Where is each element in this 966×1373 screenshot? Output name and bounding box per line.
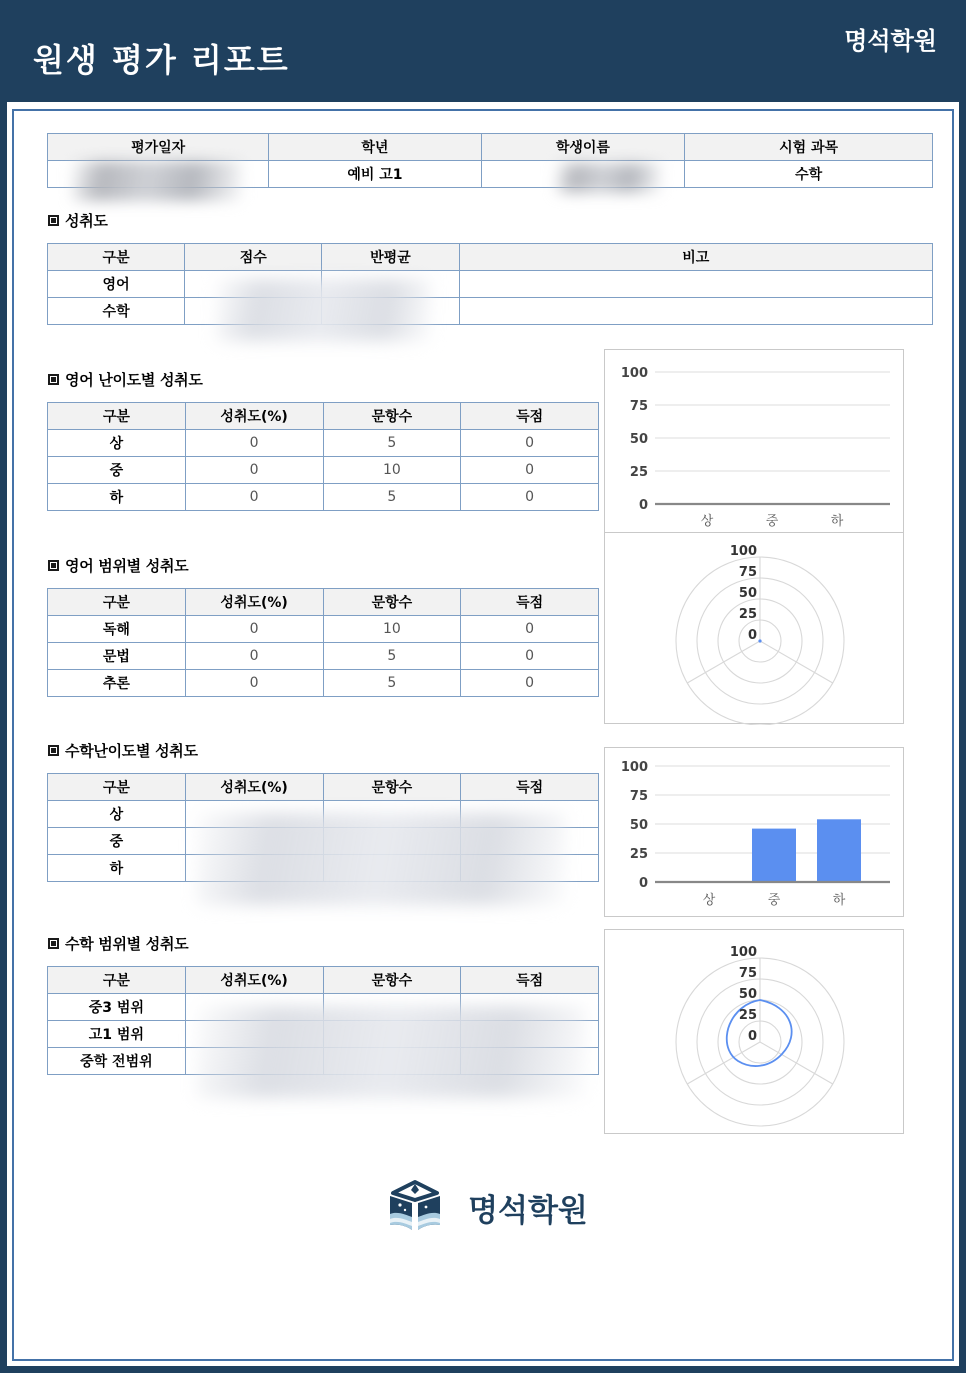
section-title-english-scope [48,555,604,576]
cell-score: 0 [461,616,599,643]
col-division: 구분 [48,774,186,801]
bars [752,819,861,882]
row-label: 중 [48,828,186,855]
svg-text:0: 0 [638,498,648,513]
section-title-achievement [48,210,922,231]
svg-text:상: 상 [700,514,714,529]
table-row [48,161,933,188]
english-scope-radar-chart [604,532,904,724]
svg-text:25: 25 [629,465,648,480]
col-note: 비고 [459,244,932,271]
header-brand-name: 명석학원 [844,27,937,55]
cell-rate: 0 [185,457,323,484]
col-rate: 성취도(%) [185,774,323,801]
math-scope-section [44,933,922,1134]
table-row [48,457,599,484]
achievement-section [44,210,922,325]
english-scope-section [44,544,922,724]
cell-rate: 0 [185,616,323,643]
svg-text:25: 25 [738,607,757,622]
svg-text:50: 50 [629,818,648,833]
row-label: 추론 [48,670,186,697]
academy-book-logo-icon [378,1168,452,1246]
english-difficulty-bar-chart [604,349,904,539]
math-score [185,298,322,325]
english-difficulty-section [44,366,922,539]
section-title-text: 영어 범위별 성취도 [65,557,189,575]
cell-score: 0 [461,457,599,484]
section-title-math-difficulty [48,740,604,761]
cell-rate: 0 [185,670,323,697]
svg-text:0: 0 [747,628,757,643]
cell-rate: 0 [185,484,323,511]
section-title-text: 수학 범위별 성취도 [65,935,189,953]
svg-text:중: 중 [765,514,779,529]
section-title-text: 수학난이도별 성취도 [65,742,198,760]
row-label: 상 [48,801,186,828]
svg-text:하: 하 [830,514,844,529]
cell-count: 5 [323,670,461,697]
cell-rate [185,1048,323,1075]
cell-score [461,1021,599,1048]
table-row [48,430,599,457]
english-score [185,271,322,298]
achievement-table-wrap [44,243,922,325]
table-row [48,403,599,430]
svg-text:75: 75 [738,966,757,981]
report-content [14,111,952,1264]
row-label-english: 영어 [48,271,185,298]
table-row [48,616,599,643]
svg-text:100: 100 [620,366,648,381]
cell-rate [185,994,323,1021]
col-division: 구분 [48,967,186,994]
table-row [48,670,599,697]
section-bullet-icon [48,938,59,949]
cell-count: 5 [323,430,461,457]
math-scope-table-wrap [44,966,604,1075]
english-difficulty-table [47,402,599,511]
value-subject: 수학 [685,161,933,188]
col-question-count: 문항수 [323,967,461,994]
cell-rate: 0 [185,643,323,670]
english-note [459,271,932,298]
cell-score [461,801,599,828]
svg-text:25: 25 [629,847,648,862]
row-label: 하 [48,484,186,511]
row-label-math: 수학 [48,298,185,325]
cell-rate [185,828,323,855]
report-header [7,7,959,102]
math-difficulty-bar-chart [604,747,904,917]
bar-chart-svg [605,350,905,540]
svg-text:50: 50 [629,432,648,447]
star-dot [425,1206,428,1209]
math-difficulty-section [44,740,922,917]
row-label: 문법 [48,643,186,670]
bar-chart-svg [605,748,905,918]
value-student-name [481,161,685,188]
svg-text:0: 0 [747,1029,757,1044]
row-label: 고1 범위 [48,1021,186,1048]
cell-score: 0 [461,484,599,511]
row-label: 상 [48,430,186,457]
col-points: 득점 [461,967,599,994]
table-row [48,134,933,161]
svg-text:75: 75 [738,565,757,580]
section-title-text: 성취도 [65,212,108,230]
col-score: 점수 [185,244,322,271]
svg-text:100: 100 [729,544,757,559]
cell-count: 5 [323,484,461,511]
cell-rate: 0 [185,430,323,457]
col-question-count: 문항수 [323,403,461,430]
svg-text:75: 75 [629,399,648,414]
col-student-name: 학생이름 [481,134,685,161]
section-title-text: 영어 난이도별 성취도 [65,371,203,389]
col-eval-date: 평가일자 [48,134,269,161]
footer-logo-area [44,1168,922,1254]
section-bullet-icon [48,560,59,571]
table-row [48,828,599,855]
col-class-average: 반평균 [322,244,459,271]
report-body-frame [12,109,954,1361]
x-tick-labels [701,513,844,529]
achievement-table [47,243,933,325]
bar-mid [752,829,796,882]
table-row [48,298,933,325]
col-question-count: 문항수 [323,589,461,616]
col-rate: 성취도(%) [185,967,323,994]
col-grade: 학년 [269,134,481,161]
svg-text:50: 50 [738,987,757,1002]
cell-score [461,994,599,1021]
cell-count [323,1048,461,1075]
math-difficulty-table-wrap [44,773,604,882]
table-row [48,967,599,994]
y-tick-labels [621,366,648,513]
row-label: 독해 [48,616,186,643]
col-subject: 시험 과목 [685,134,933,161]
cell-score [461,828,599,855]
math-class-average [322,298,459,325]
col-rate: 성취도(%) [185,589,323,616]
info-table-wrap [44,133,922,188]
cell-score: 0 [461,643,599,670]
cell-count [323,1021,461,1048]
svg-text:하: 하 [832,893,846,908]
row-label: 중 [48,457,186,484]
english-scope-table [47,588,599,697]
section-bullet-icon [48,215,59,226]
cell-count [323,994,461,1021]
col-division: 구분 [48,244,185,271]
table-row [48,484,599,511]
table-row [48,271,933,298]
cell-score [461,855,599,882]
x-tick-labels [703,892,846,908]
table-row [48,1021,599,1048]
svg-text:75: 75 [629,789,648,804]
math-difficulty-table [47,773,599,882]
cell-count: 5 [323,643,461,670]
col-points: 득점 [461,589,599,616]
english-class-average [322,271,459,298]
cell-rate [185,1021,323,1048]
table-row [48,643,599,670]
radar-series [758,639,761,642]
cell-count [323,855,461,882]
svg-text:중: 중 [767,893,781,908]
cell-score: 0 [461,670,599,697]
col-question-count: 문항수 [323,774,461,801]
star-dot [404,1209,406,1211]
page-title: 원생 평가 리포트 [33,40,290,79]
row-label: 중3 범위 [48,994,186,1021]
table-row [48,801,599,828]
col-rate: 성취도(%) [185,403,323,430]
bar-low [817,819,861,882]
cell-count [323,828,461,855]
svg-text:100: 100 [620,760,648,775]
table-row [48,589,599,616]
svg-text:50: 50 [738,586,757,601]
section-title-english-difficulty [48,369,604,390]
footer-brand-name: 명석학원 [468,1192,588,1229]
cell-rate [185,801,323,828]
cell-score [461,1048,599,1075]
radar-chart-svg [605,930,905,1135]
table-row [48,244,933,271]
col-division: 구분 [48,589,186,616]
section-bullet-icon [48,374,59,385]
table-row [48,774,599,801]
svg-text:0: 0 [638,876,648,891]
table-row [48,855,599,882]
cell-rate [185,855,323,882]
col-points: 득점 [461,403,599,430]
cell-score: 0 [461,430,599,457]
value-grade: 예비 고1 [269,161,481,188]
table-row [48,1048,599,1075]
row-label: 중학 전범위 [48,1048,186,1075]
star-dot [398,1203,401,1206]
y-tick-labels [621,760,648,891]
svg-text:25: 25 [738,1008,757,1023]
svg-text:100: 100 [729,945,757,960]
table-row [48,994,599,1021]
math-scope-radar-chart [604,929,904,1134]
svg-text:상: 상 [702,893,716,908]
value-eval-date [48,161,269,188]
radar-chart-svg [605,533,905,725]
math-scope-table [47,966,599,1075]
col-points: 득점 [461,774,599,801]
section-bullet-icon [48,745,59,756]
cell-count [323,801,461,828]
math-note [459,298,932,325]
cell-count: 10 [323,457,461,484]
radar-axes [687,557,833,683]
row-label: 하 [48,855,186,882]
section-title-math-scope [48,933,604,954]
student-info-table [47,133,933,188]
cell-count: 10 [323,616,461,643]
gridlines [655,372,890,471]
col-division: 구분 [48,403,186,430]
